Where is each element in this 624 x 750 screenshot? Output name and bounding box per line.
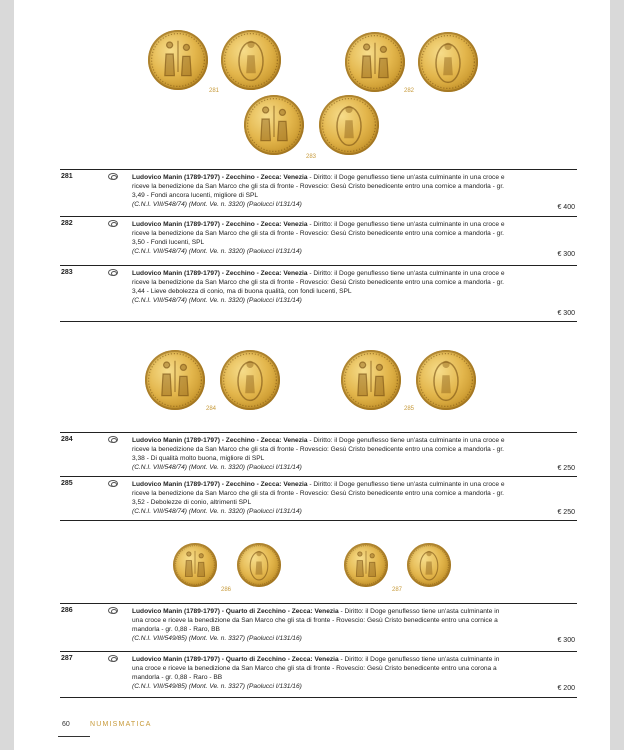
coin-photo-icon <box>108 480 118 487</box>
lot-reference: (C.N.I. VIII/548/74) (Mont. Ve. n. 3320) (Paolucci I/131/14) <box>132 248 302 256</box>
coin-label-284: 284 <box>206 406 217 412</box>
lot-description <box>132 173 512 209</box>
coin-287-obverse-image <box>344 543 388 587</box>
lot-reference: (C.N.I. VIII/549/85) (Mont. Ve. n. 3327) (Paolucci I/131/16) <box>132 683 302 691</box>
coin-281-reverse-image <box>221 30 281 90</box>
coin-photo-icon <box>108 655 118 662</box>
lot-details: - Diritto: il Doge genuflesso tiene un'asta culminante in una croce e riceve la benedizione da San Marco che gli sta di fronte - Rovescio: Gesù Cristo benedicente entro una cornice a mandorla - gr. 3,44 - Lieve debolezza di conio, ma di buona qualità, con fondi lucenti, SPL <box>132 270 505 296</box>
lot-number: 286 <box>61 607 73 614</box>
lot-282 <box>60 216 577 263</box>
lot-number: 285 <box>61 480 73 487</box>
doge-figures-engraving-icon <box>145 350 205 410</box>
coin-label-285: 285 <box>404 406 415 412</box>
lot-price: € 400 <box>557 204 575 211</box>
lot-283 <box>60 265 577 322</box>
coin-285-reverse-image <box>416 350 476 410</box>
lot-title: Ludovico Manin (1789-1797) - Zecchino - Zecca: Venezia <box>132 221 308 228</box>
mandorla-engraving-icon <box>221 30 281 90</box>
doge-figures-engraving-icon <box>344 543 388 587</box>
coin-photo-icon <box>108 436 118 443</box>
lot-reference: (C.N.I. VIII/548/74) (Mont. Ve. n. 3320) (Paolucci I/131/14) <box>132 508 302 516</box>
lot-price: € 300 <box>557 251 575 258</box>
doge-figures-engraving-icon <box>345 32 405 92</box>
coin-286-obverse-image <box>173 543 217 587</box>
lot-title: Ludovico Manin (1789-1797) - Zecchino - Zecca: Venezia <box>132 437 308 444</box>
doge-figures-engraving-icon <box>173 543 217 587</box>
lot-number: 281 <box>61 173 73 180</box>
lot-286 <box>60 603 577 649</box>
coin-281-obverse-image <box>148 30 208 90</box>
doge-figures-engraving-icon <box>341 350 401 410</box>
coin-283-obverse-image <box>244 95 304 155</box>
lot-number: 282 <box>61 220 73 227</box>
lot-details: - Diritto: il Doge genuflesso tiene un'asta culminante in una croce e riceve la benedizione da San Marco che gli sta di fronte - Rovescio: Gesù Cristo benedicente entro una cornice a mandorla - gr. 3,38 - Di qualità molto buona, migliore di SPL <box>132 437 505 463</box>
coin-label-286: 286 <box>221 587 232 593</box>
coin-284-reverse-image <box>220 350 280 410</box>
coin-label-282: 282 <box>404 88 415 94</box>
lot-details: - Diritto: il Doge genuflesso tiene un'asta culminante in una croce e riceve la benedizione da San Marco che gli sta di fronte - Rovescio: Gesù Cristo benedicente entro una cornice a mandorla - gr. 3,52 - Debolezze di conio, altrimenti SPL <box>132 481 505 507</box>
mandorla-engraving-icon <box>319 95 379 155</box>
lot-title: Ludovico Manin (1789-1797) - Zecchino - Zecca: Venezia <box>132 270 308 277</box>
lot-reference: (C.N.I. VIII/548/74) (Mont. Ve. n. 3320) (Paolucci I/131/14) <box>132 297 302 305</box>
lot-title: Ludovico Manin (1789-1797) - Zecchino - Zecca: Venezia <box>132 481 308 488</box>
lot-details: - Diritto: il Doge genuflesso tiene un'asta culminante in una croce e riceve la benedizione da San Marco che gli sta di fronte - Rovescio: Gesù Cristo benedicente entro una corona a mandorla - gr. 0,88 - Raro - BB <box>132 656 500 682</box>
coin-photo-icon <box>108 269 118 276</box>
coin-286-reverse-image <box>237 543 281 587</box>
coin-282-reverse-image <box>418 32 478 92</box>
mandorla-engraving-icon <box>220 350 280 410</box>
footer-divider <box>58 736 90 737</box>
lot-price: € 300 <box>557 637 575 644</box>
doge-figures-engraving-icon <box>148 30 208 90</box>
coin-284-obverse-image <box>145 350 205 410</box>
lot-description <box>132 480 512 516</box>
lot-285 <box>60 476 577 521</box>
coin-photo-icon <box>108 173 118 180</box>
lot-reference: (C.N.I. VIII/548/74) (Mont. Ve. n. 3320) (Paolucci I/131/14) <box>132 201 302 209</box>
lot-reference: (C.N.I. VIII/549/85) (Mont. Ve. n. 3327) (Paolucci I/131/16) <box>132 635 302 643</box>
lot-price: € 250 <box>557 465 575 472</box>
lot-title: Ludovico Manin (1789-1797) - Quarto di Zecchino - Zecca: Venezia <box>132 608 339 615</box>
lot-price: € 250 <box>557 509 575 516</box>
lot-281 <box>60 169 577 214</box>
lot-price: € 200 <box>557 685 575 692</box>
lot-details: - Diritto: il Doge genuflesso tiene un'asta culminante in una croce e riceve la benedizione da San Marco che gli sta di fronte - Rovescio: Gesù Cristo benedicente entro una cornice a mandorla - gr. 0,88 - Raro, BB <box>132 608 500 634</box>
section-title: NUMISMATICA <box>90 721 152 728</box>
catalog-page <box>14 0 610 750</box>
mandorla-engraving-icon <box>407 543 451 587</box>
page-number: 60 <box>62 721 70 728</box>
coin-283-reverse-image <box>319 95 379 155</box>
lot-price: € 300 <box>557 310 575 317</box>
mandorla-engraving-icon <box>416 350 476 410</box>
doge-figures-engraving-icon <box>244 95 304 155</box>
coin-label-287: 287 <box>392 587 403 593</box>
lot-284 <box>60 432 577 475</box>
mandorla-engraving-icon <box>237 543 281 587</box>
lot-description <box>132 269 512 305</box>
lot-number: 284 <box>61 436 73 443</box>
coin-photo-icon <box>108 220 118 227</box>
lot-title: Ludovico Manin (1789-1797) - Quarto di Zecchino - Zecca: Venezia <box>132 656 339 663</box>
coin-label-281: 281 <box>209 88 220 94</box>
coin-photo-icon <box>108 607 118 614</box>
coin-285-obverse-image <box>341 350 401 410</box>
lot-title: Ludovico Manin (1789-1797) - Zecchino - Zecca: Venezia <box>132 174 308 181</box>
lot-number: 283 <box>61 269 73 276</box>
coin-label-283: 283 <box>306 154 317 160</box>
lot-description <box>132 655 512 691</box>
lot-description <box>132 607 512 643</box>
lot-details: - Diritto: il Doge genuflesso tiene un'asta culminante in una croce e riceve la benedizione da San Marco che gli sta di fronte - Rovescio: Gesù Cristo benedicente entro una cornice a mandorla - gr. 3,50 - Fondi lucenti, SPL <box>132 221 505 247</box>
lot-description <box>132 436 512 472</box>
lot-287 <box>60 651 577 698</box>
lot-description <box>132 220 512 256</box>
coin-287-reverse-image <box>407 543 451 587</box>
mandorla-engraving-icon <box>418 32 478 92</box>
lot-details: - Diritto: il Doge genuflesso tiene un'asta culminante in una croce e riceve la benedizione da San Marco che gli sta di fronte - Rovescio: Gesù Cristo benedicente entro una cornice a mandorla - gr. 3,49 - Fondi ancora lucenti, migliore di SPL <box>132 174 505 200</box>
lot-number: 287 <box>61 655 73 662</box>
lot-reference: (C.N.I. VIII/548/74) (Mont. Ve. n. 3320) (Paolucci I/131/14) <box>132 464 302 472</box>
coin-282-obverse-image <box>345 32 405 92</box>
